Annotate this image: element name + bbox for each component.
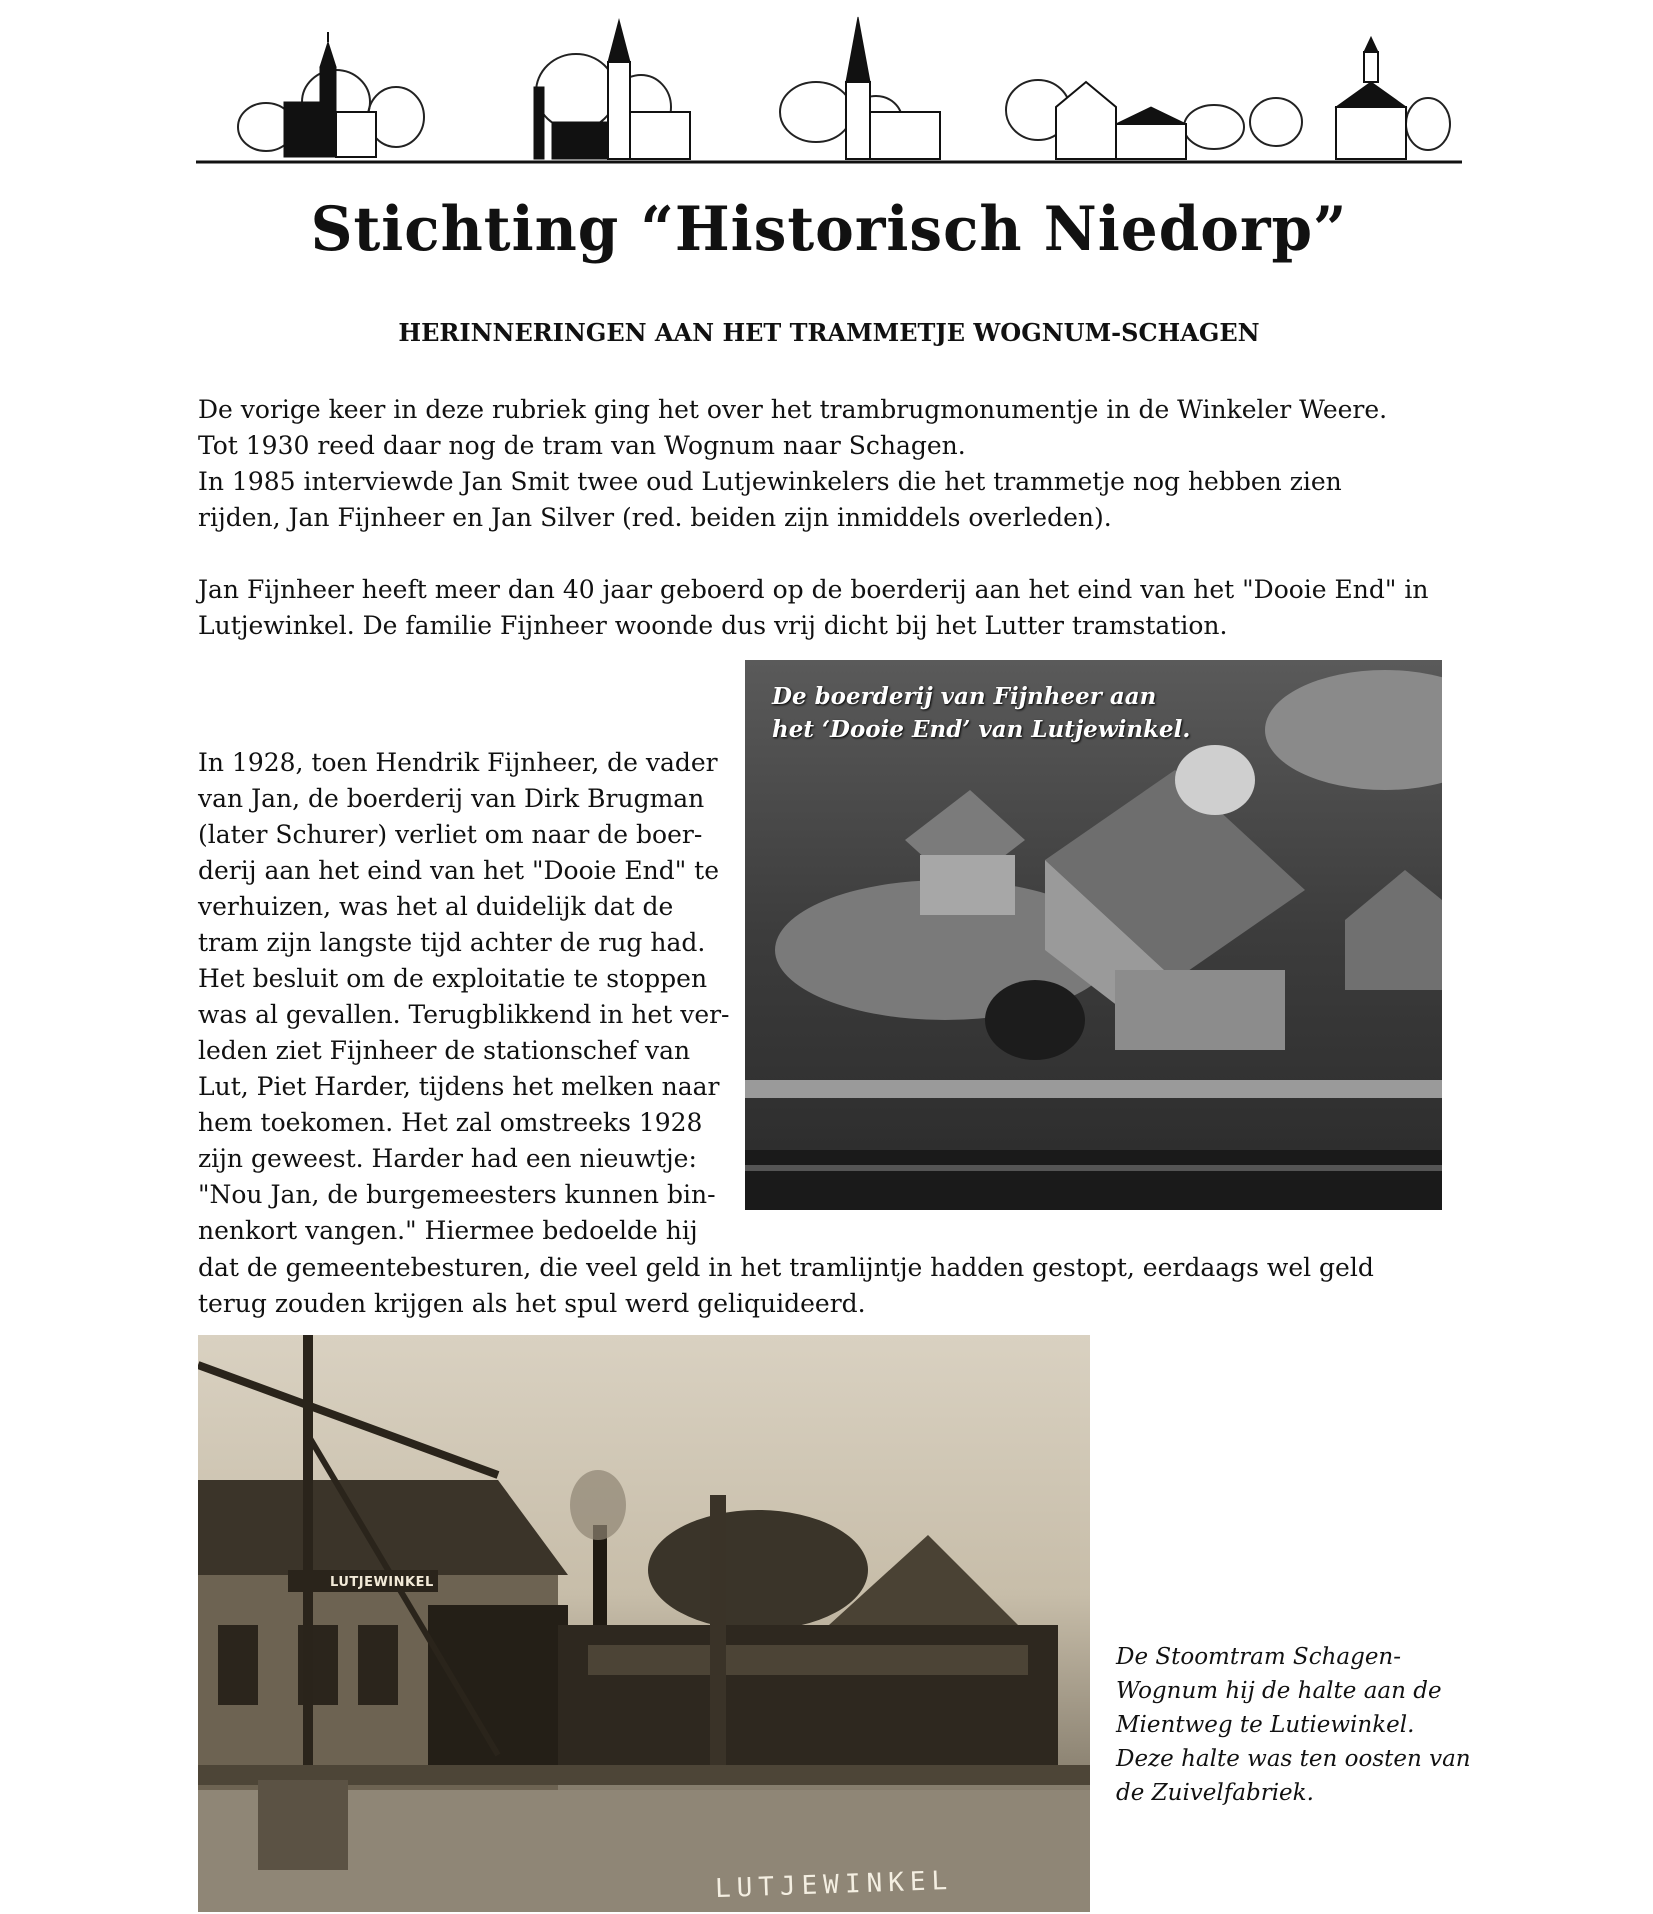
tram-photo-caption [1116,1640,1476,1810]
text-line: Jan Fijnheer heeft meer dan 40 jaar geboerd op de boerderij aan het eind van het "Dooie End" in [198,575,1429,604]
text-line: leden ziet Fijnheer de stationschef van [198,1036,691,1065]
text-line: Het besluit om de exploitatie te stoppen [198,964,708,993]
caption-line: De Stoomtram Schagen- [1116,1644,1402,1670]
caption-line: Deze halte was ten oosten van [1116,1746,1471,1772]
article-heading: HERINNERINGEN AAN HET TRAMMETJE WOGNUM-SCHAGEN [398,318,1260,347]
farm-photo-caption [772,680,1232,746]
photo-handwritten-label: LUTJEWINKEL [714,1865,954,1905]
paragraph-liquidation [198,1250,1458,1322]
text-line: Lut, Piet Harder, tijdens het melken naar [198,1072,720,1101]
text-line: hem toekomen. Het zal omstreeks 1928 [198,1108,703,1137]
organization-title: Stichting “Historisch Niedorp” [310,193,1348,265]
text-line: verhuizen, was het al duidelijk dat de [198,892,674,921]
text-line: derij aan het eind van het "Dooie End" te [198,856,720,885]
caption-line: het ‘Dooie End’ van Lutjewinkel. [772,716,1191,743]
text-line: (later Schurer) verliet om naar de boer- [198,820,703,849]
text-line: "Nou Jan, de burgemeesters kunnen bin- [198,1180,716,1209]
text-line: In 1928, toen Hendrik Fijnheer, de vader [198,748,718,777]
text-line: rijden, Jan Fijnheer en Jan Silver (red. beiden zijn inmiddels overleden). [198,503,1112,532]
text-line: was al gevallen. Terugblikkend in het ver- [198,1000,730,1029]
text-line: van Jan, de boerderij van Dirk Brugman [198,784,705,813]
paragraph-fijnheer [198,572,1458,644]
text-line: In 1985 interviewde Jan Smit twee oud Lutjewinkelers die het trammetje nog hebben zien [198,467,1342,496]
text-line: tram zijn langste tijd achter de rug had. [198,928,706,957]
station-sign-text: LUTJEWINKEL [330,1575,434,1590]
text-line: nenkort vangen." Hiermee bedoelde hij [198,1216,698,1245]
text-line: terug zouden krijgen als het spul werd geliquideerd. [198,1289,866,1318]
steam-tram-photo [198,1335,1090,1912]
caption-line: de Zuivelfabriek. [1116,1780,1314,1806]
text-line: dat de gemeentebesturen, die veel geld in het tramlijntje hadden gestopt, eerdaags wel geld [198,1253,1374,1282]
paragraph-1928 [198,745,738,1249]
text-line: De vorige keer in deze rubriek ging het over het trambrugmonumentje in de Winkeler Weere. [198,395,1388,424]
village-skyline-illustration [196,12,1462,172]
text-line: zijn geweest. Harder had een nieuwtje: [198,1144,697,1173]
text-line: Tot 1930 reed daar nog de tram van Wognum naar Schagen. [198,431,966,460]
caption-line: Wognum hij de halte aan de [1116,1678,1442,1704]
caption-line: Mientweg te Lutiewinkel. [1116,1712,1415,1738]
paragraph-intro [198,392,1458,536]
caption-line: De boerderij van Fijnheer aan [772,683,1157,710]
text-line: Lutjewinkel. De familie Fijnheer woonde dus vrij dicht bij het Lutter tramstation. [198,611,1228,640]
